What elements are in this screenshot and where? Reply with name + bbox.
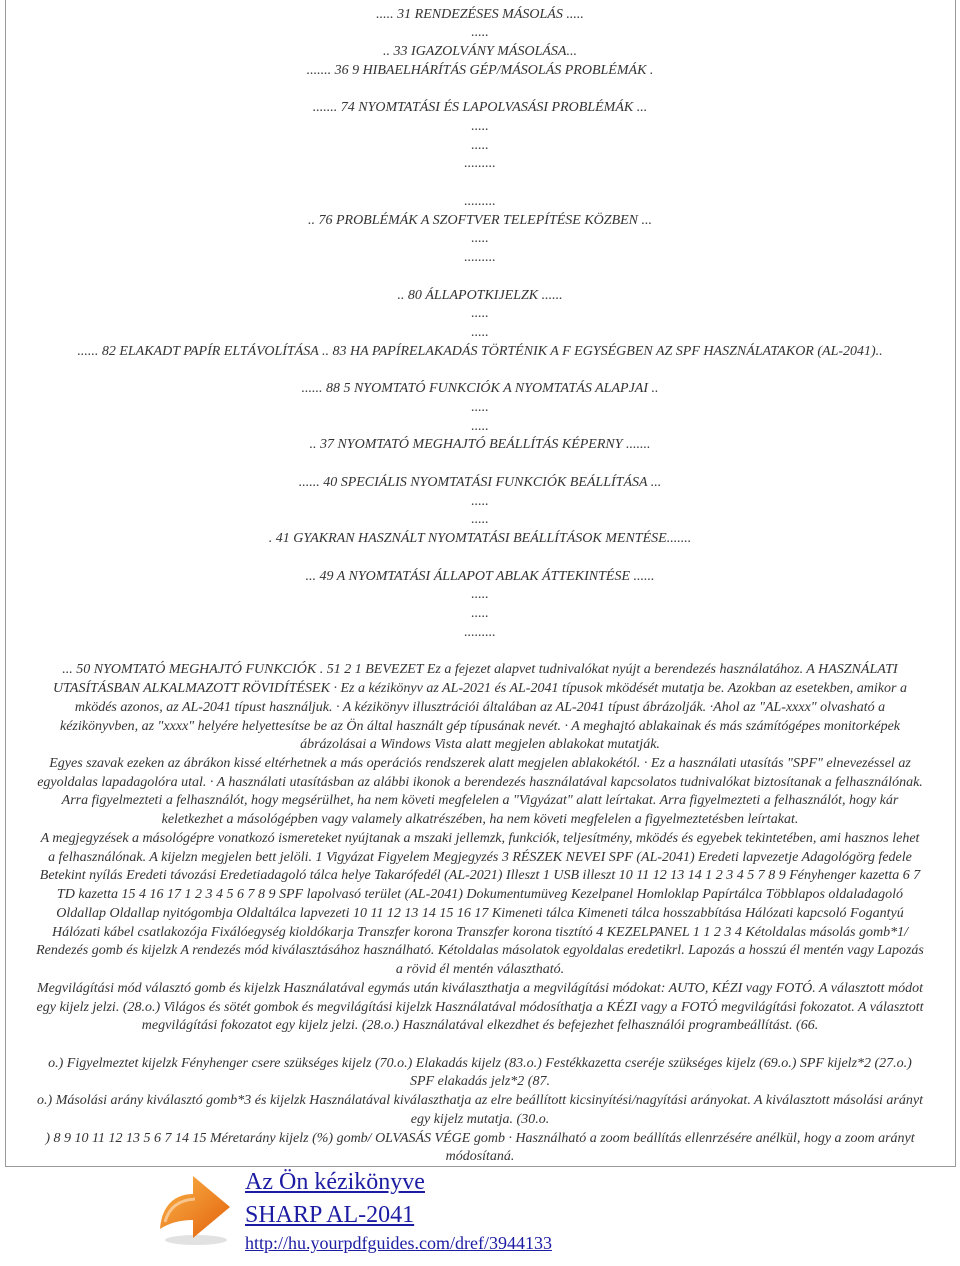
blank-line	[6, 268, 954, 287]
dot-leader: .........	[464, 250, 496, 266]
dot-leader: .....	[471, 587, 489, 603]
paragraph-line: ... 50 NYOMTATÓ MEGHAJTÓ FUNKCIÓK . 51 2 1 BEVEZET Ez a fejezet alapvet tudnivalókat nyújt a berendezés használatához. A HASZNÁLATI	[62, 662, 898, 678]
blank-line	[6, 362, 954, 381]
toc-entry: .. 33 IGAZOLVÁNY MÁSOLÁSA...	[383, 44, 577, 60]
url-link[interactable]: http://hu.yourpdfguides.com/dref/3944133	[245, 1233, 552, 1253]
paragraph-line: a felhasználónak. A kijelzn megjelen bett jelöli. 1 Vigyázat Figyelem Megjegyzés 3 RÉSZEK NEVEI SPF (AL-2041) Eredeti lapvezetje Adagológörg fedele	[48, 849, 912, 865]
paragraph-line: A megjegyzések a másológépre vonatkozó ismereteket nyújtanak a mszaki jellemzk, funkciók, teljesítmény, mködés és egyebek tekintetében, ami hasznos lehet	[40, 830, 920, 846]
toc-entry: .. 37 NYOMTATÓ MEGHAJTÓ BEÁLLÍTÁS KÉPERNY .......	[309, 437, 651, 453]
toc-entry: ....... 74 NYOMTATÁSI ÉS LAPOLVASÁSI PROBLÉMÁK ...	[312, 100, 648, 116]
toc-entry: ....... 36 9 HIBAELHÁRÍTÁS GÉP/MÁSOLÁS PROBLÉMÁK .	[306, 62, 654, 78]
manual-link[interactable]: Az Ön kézikönyve	[245, 1169, 425, 1195]
paragraph-line: egyoldalas lapadagolóra utal. · A használati utasításban az alábbi ikonok a berendezés használatával kapcsolatos tudnivalókat biztosítanak a felhasználónak.	[37, 774, 923, 790]
blank-line	[6, 81, 954, 100]
dot-leader: .........	[464, 156, 496, 172]
blank-line	[6, 455, 954, 474]
dot-leader: .....	[471, 418, 489, 434]
dot-leader: .....	[471, 306, 489, 322]
paragraph-line: egy kijelz mutatja. (30.o.	[410, 1111, 550, 1127]
blank-line	[6, 174, 954, 193]
paragraph-line: Oldallap Oldallap nyitógombja Oldaltálca lapvezeti 10 11 12 13 14 15 16 17 Kimeneti tálca Kimeneti tálca hosszabbítása Hálózati kapcsoló Fogantyú	[56, 905, 904, 921]
toc-entry: ..... 31 RENDEZÉSES MÁSOLÁS .....	[376, 6, 584, 22]
toc-entry: ...... 40 SPECIÁLIS NYOMTATÁSI FUNKCIÓK BEÁLLÍTÁSA ...	[298, 474, 662, 490]
dot-leader: .....	[471, 231, 489, 247]
paragraph-line: Rendezés gomb és kijelzk A rendezés mód kiválasztásához használható. Kétoldalas másolatok egyoldalas eredetikrl. Lapozás a hosszú él mentén vagy Lapozás	[36, 943, 924, 959]
paragraph-line: Egyes szavak ezeken az ábrákon kissé eltérhetnek a más operációs rendszerek alatt megjelen ablakokétól. · Ez a használati utasítás "SPF" elnevezéssel az	[49, 755, 911, 771]
toc-entry: ...... 88 5 NYOMTATÓ FUNKCIÓK A NYOMTATÁS ALAPJAI ..	[301, 381, 659, 397]
toc-entry: .. 80 ÁLLAPOTKIJELZK ......	[397, 287, 563, 303]
blank-line	[6, 1036, 954, 1055]
dot-leader: .....	[471, 400, 489, 416]
dot-leader: .....	[471, 606, 489, 622]
dot-leader: .....	[471, 493, 489, 509]
paragraph-line: Megvilágítási mód választó gomb és kijelzk Használatával egymás után kiválaszthatja a megvilágítási módokat: AUTO, KÉZI vagy FOTÓ. A választott módot	[37, 980, 923, 996]
paragraph-line: o.) Figyelmeztet kijelzk Fényhenger csere szükséges kijelz (70.o.) Elakadás kijelz (83.o.) Festékkazetta cseréje szükséges kijelz (69.o.) SPF kijelz*2 (27.o.)	[48, 1055, 912, 1071]
paragraph-line: UTASÍTÁSBAN ALKALMAZOTT RÖVIDÍTÉSEK · Ez a kézikönyv az AL-2021 és AL-2041 típusok mködését mutatja be. Azokban az esetekben, amikor a	[53, 681, 907, 697]
paragraph-line: ) 8 9 10 11 12 13 5 6 7 14 15 Méretarány kijelz (%) gomb/ OLVASÁS VÉGE gomb · Használható a zoom beállítás ellenrzésére anélkül, hogy a zoom arányt	[45, 1130, 915, 1146]
blank-line	[6, 643, 954, 662]
paragraph-line: keletkezhet a másológépben vagy valamely alkatrészében, ha nem követi megfelelen a figyelmeztetésben leírtakat.	[161, 812, 799, 828]
dot-leader: .....	[471, 119, 489, 134]
paragraph-line: egy kijelz jelzi. (28.o.) Világos és sötét gombok és megvilágítási kijelzk Használatával módosíthatja a KÉZI vagy a FOTÓ megvilágítási fokozatot. A választott	[36, 999, 924, 1015]
toc-entry: ... 49 A NYOMTATÁSI ÁLLAPOT ABLAK ÁTTEKINTÉSE ......	[305, 568, 655, 584]
paragraph-line: TD kazetta 15 4 16 17 1 2 3 4 5 6 7 8 9 SPF lapolvasó terület (AL-2041) Dokumentumüveg Kezelpanel Homloklap Papírtálca Többlapos oldaladagoló	[56, 887, 904, 903]
paragraph-line: módosítaná.	[445, 1149, 515, 1165]
toc-entry: .. 76 PROBLÉMÁK A SZOFTVER TELEPÍTÉSE KÖZBEN ...	[307, 212, 653, 228]
paragraph-line: ábrázolásai a Windows Vista alatt megjelen ablakokat mutatják.	[300, 737, 660, 753]
orange-arrow-icon	[156, 1167, 234, 1247]
paragraph-line: o.) Másolási arány kiválasztó gomb*3 és kijelzk Használatával kiválaszthatja az elre beállított kicsinyítési/nagyítási arányokat. A kiválasztott másolási arányt	[37, 1093, 923, 1109]
dot-leader: .....	[471, 25, 489, 41]
paragraph-line: megvilágítási fokozatot egy kijelz jelzi. (28.o.) Használatával elkezdhet és befejezhet felhasználói programbeállítást. (66.	[141, 1018, 819, 1034]
paragraph-line: SPF elakadás jelz*2 (87.	[410, 1074, 550, 1090]
dot-leader: .....	[471, 512, 489, 528]
paragraph-line: a rövid él mentén választható.	[395, 962, 565, 978]
dot-leader: .....	[471, 137, 489, 153]
dot-leader: .........	[464, 193, 496, 209]
paragraph-line: mködés azonos, az AL-2041 típust használjuk. · A kézikönyv illusztrációi általában az AL-2041 típust ábrázolják. ·Ahol az "AL-xxxx" olvasható a	[74, 699, 886, 715]
model-link[interactable]: SHARP AL-2041	[245, 1202, 415, 1228]
blank-line	[6, 549, 954, 568]
dot-leader: .....	[471, 325, 489, 341]
toc-entry: ...... 82 ELAKADT PAPÍR ELTÁVOLÍTÁSA .. 83 HA PAPÍRELAKADÁS TÖRTÉNIK A F EGYSÉGBEN AZ SPF HASZNÁLATAKOR (AL-2041)..	[77, 343, 883, 359]
dot-leader: .........	[464, 624, 496, 640]
paragraph-line: Betekint nyílás Eredeti távozási Eredetiadagoló tálca helye Takarófedél (AL-2021) Illeszt 1 USB illeszt 10 11 12 13 14 1 2 3 4 5 7 8 9 Fényhenger kazetta 6 7	[39, 868, 921, 884]
paragraph-line: Hálózati kábel csatlakozója Fixálóegység kioldókarja Transzfer korona Transzfer korona tisztító 4 KEZELPANEL 1 1 2 3 4 Kétoldalas másolás gomb*1/	[52, 924, 908, 940]
paragraph-line: Arra figyelmezteti a felhasználót, hogy megsérülhet, ha nem követi megfelelen a "Vigyázat" alatt leírtakat. Arra figyelmezteti a felhasználót, hogy kár	[61, 793, 899, 809]
document-text	[6, 0, 954, 1167]
paragraph-line: kézikönyvben, az "xxxx" helyére helyettesítse be az Ön által használt gép típusának nevét. · A meghajtó ablakainak és más számítógépes monitorképek	[59, 718, 900, 734]
toc-entry: . 41 GYAKRAN HASZNÁLT NYOMTATÁSI BEÁLLÍTÁSOK MENTÉSE.......	[268, 531, 692, 547]
